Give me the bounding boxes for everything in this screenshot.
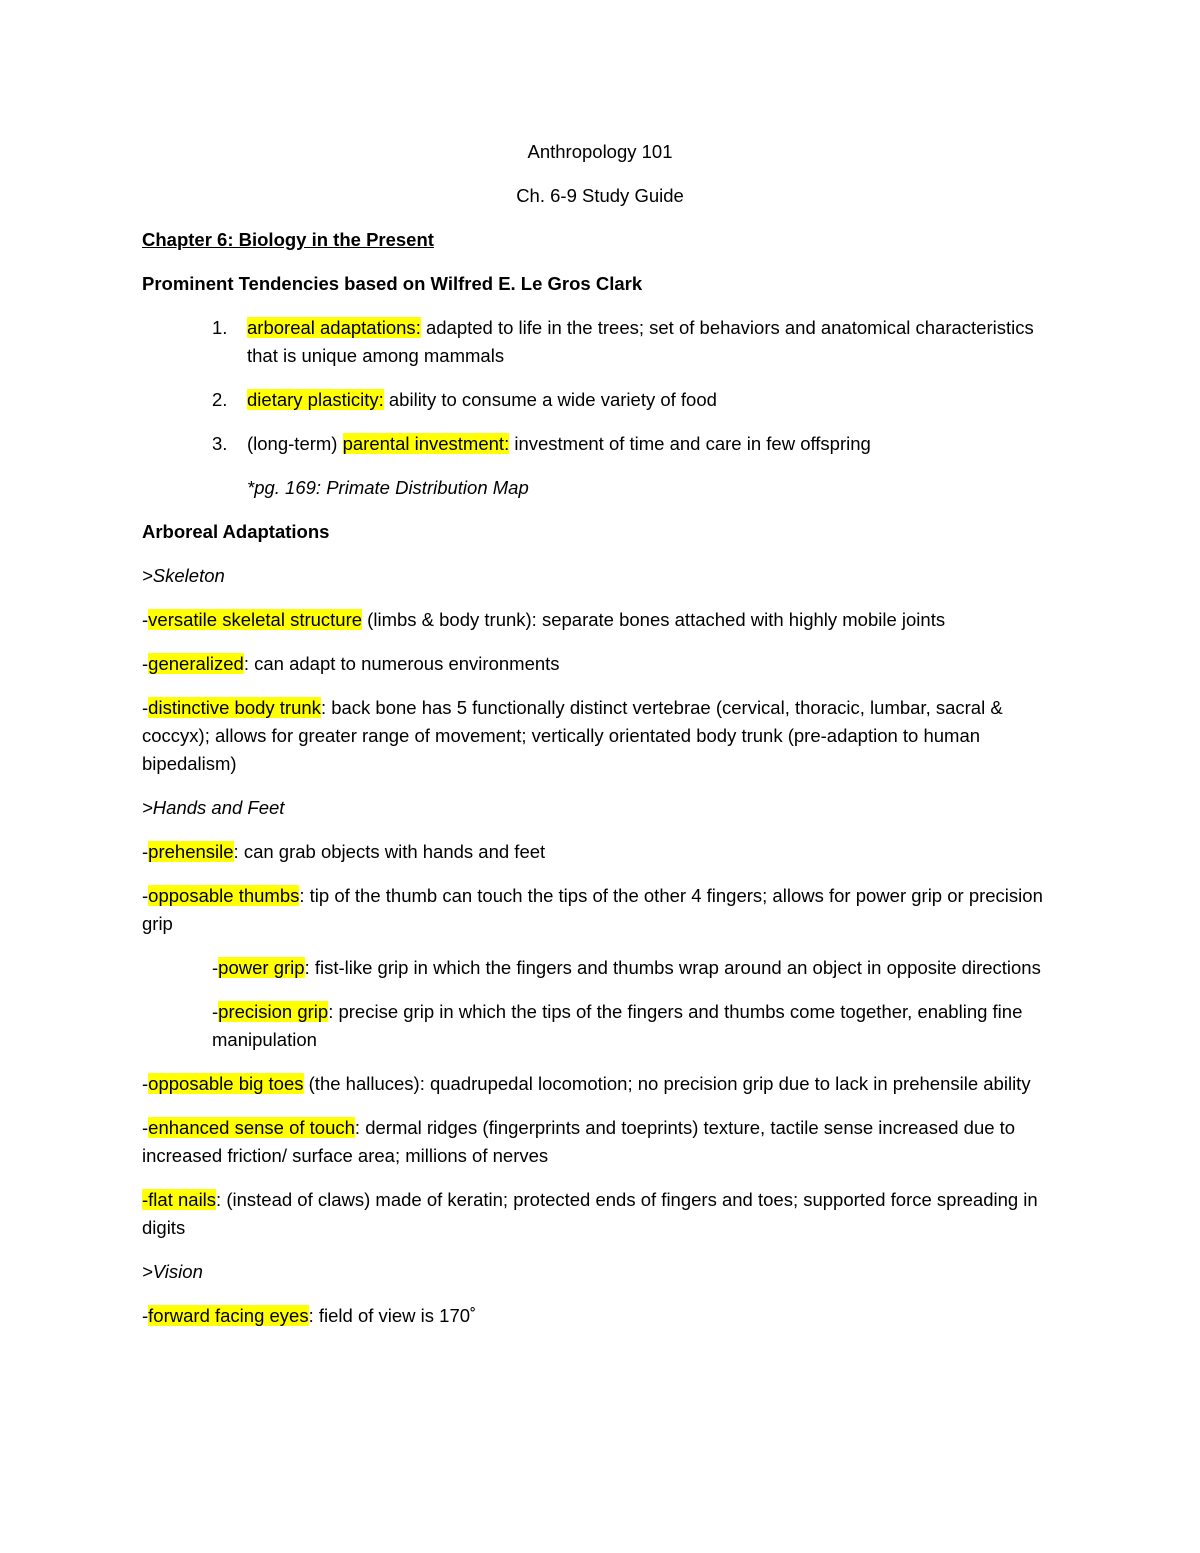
vision-heading: >Vision — [142, 1261, 203, 1282]
hands-item — [142, 1186, 1062, 1242]
item-dash: - — [142, 1117, 149, 1138]
term-separator: : — [504, 433, 510, 454]
skeleton-item — [142, 606, 1062, 634]
highlighted-term: flat nails — [148, 1189, 217, 1210]
highlighted-term: distinctive body trunk — [148, 697, 321, 718]
highlighted-term: prehensile — [148, 841, 234, 862]
term-definition: (the halluces): quadrupedal locomotion; no precision grip due to lack in prehensile ability — [303, 1073, 1031, 1094]
term-definition: : precise grip in which the tips of the fingers and thumbs come together, enabling fine manipulation — [212, 1001, 1023, 1050]
highlighted-term: opposable big toes — [148, 1073, 304, 1094]
term-definition: ability to consume a wide variety of food — [383, 389, 717, 410]
list-item — [142, 386, 1062, 414]
highlighted-term: dietary plasticity — [247, 389, 379, 410]
term-definition: : field of view is 170˚ — [308, 1305, 477, 1326]
document-subtitle: Ch. 6-9 Study Guide — [516, 185, 684, 206]
tendencies-heading: Prominent Tendencies based on Wilfred E. Le Gros Clark — [142, 273, 643, 294]
list-item — [142, 430, 1062, 458]
skeleton-item — [142, 650, 1062, 678]
term-definition: : back bone has 5 functionally distinct vertebrae (cervical, thoracic, lumbar, sacral & coccyx); allows for greater range of movement; vertically orientated body trunk (pre-adaption to human bipedalism) — [142, 697, 1003, 774]
term-definition: : can grab objects with hands and feet — [233, 841, 546, 862]
term-definition: : fist-like grip in which the fingers and thumbs wrap around an object in opposite directions — [304, 957, 1041, 978]
item-dash: - — [212, 957, 219, 978]
item-dash: - — [142, 609, 149, 630]
term-definition: : dermal ridges (fingerprints and toeprints) texture, tactile sense increased due to increased friction/ surface area; millions of nerves — [142, 1117, 1016, 1166]
item-dash: - — [142, 1189, 149, 1210]
term-definition: : can adapt to numerous environments — [243, 653, 560, 674]
item-dash: - — [142, 841, 149, 862]
hands-item — [142, 838, 1062, 866]
highlighted-term: arboreal adaptations — [247, 317, 416, 338]
map-note: *pg. 169: Primate Distribution Map — [247, 477, 529, 498]
skeleton-heading: >Skeleton — [142, 565, 225, 586]
term-prefix: (long-term) — [247, 433, 343, 454]
hands-item — [142, 1114, 1062, 1170]
item-dash: - — [142, 653, 149, 674]
document-body — [142, 138, 1062, 1346]
highlighted-term: opposable thumbs — [148, 885, 300, 906]
chapter-heading: Chapter 6: Biology in the Present — [142, 229, 434, 250]
term-definition: investment of time and care in few offspring — [509, 433, 871, 454]
hands-subitem — [142, 998, 1062, 1054]
hands-item — [142, 882, 1062, 938]
highlighted-term: precision grip — [218, 1001, 329, 1022]
skeleton-item — [142, 694, 1062, 778]
hands-item — [142, 1070, 1062, 1098]
term-definition: : (instead of claws) made of keratin; protected ends of fingers and toes; supported force spreading in digits — [142, 1189, 1038, 1238]
tendencies-list — [142, 314, 1062, 458]
list-item — [142, 314, 1062, 370]
list-number: 1. — [212, 317, 228, 338]
highlighted-term: forward facing eyes — [148, 1305, 309, 1326]
list-number: 2. — [212, 389, 228, 410]
vision-item — [142, 1302, 1062, 1330]
item-dash: - — [142, 1073, 149, 1094]
highlighted-term: generalized — [148, 653, 244, 674]
term-definition: (limbs & body trunk): separate bones attached with highly mobile joints — [362, 609, 946, 630]
hands-heading: >Hands and Feet — [142, 797, 285, 818]
arboreal-heading: Arboreal Adaptations — [142, 521, 330, 542]
item-dash: - — [142, 885, 149, 906]
highlighted-term: enhanced sense of touch — [148, 1117, 355, 1138]
highlighted-term: power grip — [218, 957, 305, 978]
term-definition: adapted to life in the trees; set of behaviors and anatomical characteristics that is unique among mammals — [247, 317, 1034, 366]
item-dash: - — [142, 1305, 149, 1326]
term-separator: : — [415, 317, 421, 338]
item-dash: - — [142, 697, 149, 718]
hands-subitem — [142, 954, 1062, 982]
highlighted-term: versatile skeletal structure — [148, 609, 363, 630]
list-number: 3. — [212, 433, 228, 454]
highlighted-term: parental investment — [342, 433, 505, 454]
term-separator: : — [378, 389, 384, 410]
term-definition: : tip of the thumb can touch the tips of the other 4 fingers; allows for power grip or precision grip — [142, 885, 1043, 934]
document-title: Anthropology 101 — [527, 141, 673, 162]
item-dash: - — [212, 1001, 219, 1022]
